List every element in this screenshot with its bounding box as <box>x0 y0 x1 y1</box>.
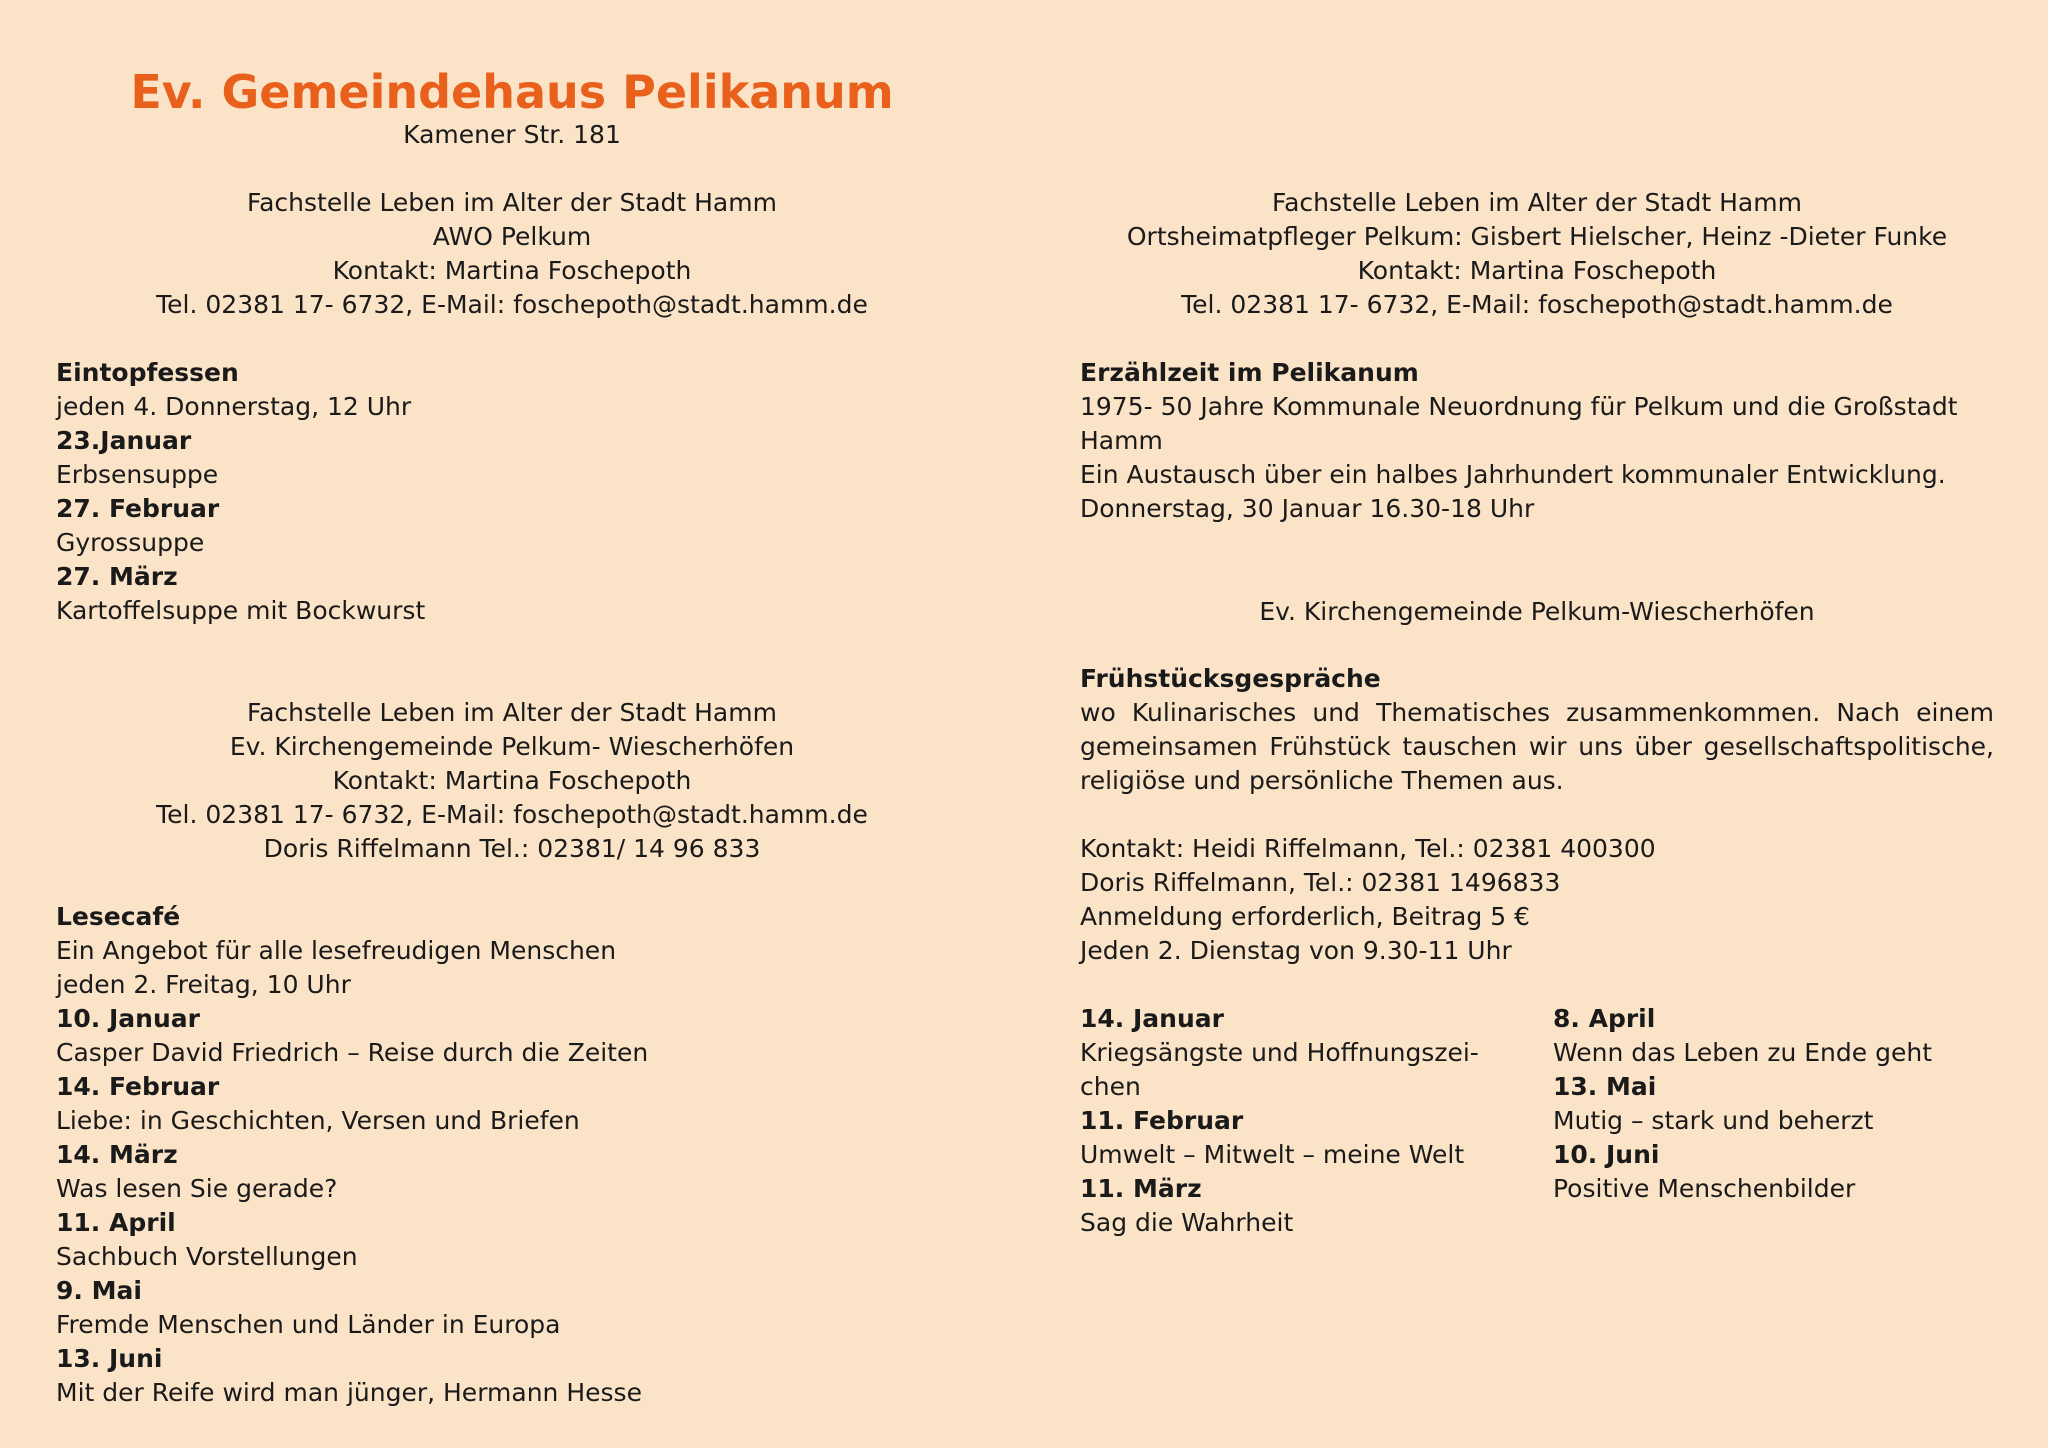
contact-line: Ortsheimatpfleger Pelkum: Gisbert Hielscher, Heinz -Dieter Funke <box>1126 222 1948 251</box>
schedule-column-a <box>1080 1002 1520 1240</box>
section-heading: Eintopfessen <box>56 358 239 387</box>
fruehstueck-section <box>1080 662 1994 968</box>
event-date: 11. April <box>56 1208 176 1237</box>
section-heading: Frühstücksgespräche <box>1080 664 1381 693</box>
event-text: Umwelt – Mitwelt – meine Welt <box>1080 1140 1465 1169</box>
contact-line: AWO Pelkum <box>432 222 592 251</box>
event-date: 11. März <box>1080 1174 1202 1203</box>
event-date: 27. März <box>56 562 178 591</box>
section-line: Donnerstag, 30 Januar 16.30-18 Uhr <box>1080 494 1535 523</box>
section-subtitle: jeden 4. Donnerstag, 12 Uhr <box>56 392 412 421</box>
event-date: 27. Februar <box>56 494 220 523</box>
contact-line: Doris Riffelmann Tel.: 02381/ 14 96 833 <box>263 834 761 863</box>
event-text: Kartoffelsuppe mit Bockwurst <box>56 596 426 625</box>
event-date: 14. März <box>56 1140 178 1169</box>
contact-line: Doris Riffelmann, Tel.: 02381 1496833 <box>1080 868 1561 897</box>
section-line: gemeinsamen Frühstück tauschen wir uns über gesellschaftspolitische, <box>1080 732 1994 761</box>
event-text: Erbsensuppe <box>56 460 219 489</box>
event-text: Sag die Wahrheit <box>1080 1208 1294 1237</box>
contact-line: Jeden 2. Dienstag von 9.30-11 Uhr <box>1080 936 1512 965</box>
contact-line: Kontakt: Heidi Riffelmann, Tel.: 02381 400300 <box>1080 834 1656 863</box>
event-text: Was lesen Sie gerade? <box>56 1174 338 1203</box>
section-line: Hamm <box>1080 426 1163 455</box>
contact-line: Anmeldung erforderlich, Beitrag 5 € <box>1080 902 1530 931</box>
contact-line: Tel. 02381 17- 6732, E-Mail: foschepoth@stadt.hamm.de <box>156 290 868 319</box>
schedule-column-b <box>1553 1002 1993 1206</box>
page-title: Ev. Gemeindehaus Pelikanum <box>130 65 894 119</box>
contact-line: Kontakt: Martina Foschepoth <box>1357 256 1717 285</box>
contact-line: Kontakt: Martina Foschepoth <box>332 766 692 795</box>
kirchengemeinde-label: Ev. Kirchengemeinde Pelkum-Wiescherhöfen <box>1259 597 1815 626</box>
contact-line: Ev. Kirchengemeinde Pelkum- Wiescherhöfen <box>229 732 795 761</box>
section-line: religiöse und persönliche Themen aus. <box>1080 766 1564 795</box>
section-line: jeden 2. Freitag, 10 Uhr <box>56 970 351 999</box>
event-text: Fremde Menschen und Länder in Europa <box>56 1310 561 1339</box>
event-text: Kriegsängste und Hoffnungszei- <box>1080 1038 1479 1067</box>
event-date: 14. Januar <box>1080 1004 1224 1033</box>
event-date: 14. Februar <box>56 1072 220 1101</box>
section-line: Ein Austausch über ein halbes Jahrhundert kommunaler Entwicklung. <box>1080 460 1946 489</box>
event-text: Gyrossuppe <box>56 528 205 557</box>
eintopf-section <box>56 356 864 628</box>
contact-line: Fachstelle Leben im Alter der Stadt Hamm <box>247 698 777 727</box>
event-date: 10. Juni <box>1553 1140 1660 1169</box>
section-heading: Lesecafé <box>56 902 181 931</box>
event-date: 13. Juni <box>56 1344 163 1373</box>
event-text: Positive Menschenbilder <box>1553 1174 1856 1203</box>
contact-line: Fachstelle Leben im Alter der Stadt Hamm <box>247 188 777 217</box>
event-text: Mutig – stark und beherzt <box>1553 1106 1874 1135</box>
event-date: 9. Mai <box>56 1276 142 1305</box>
event-text: Wenn das Leben zu Ende geht <box>1553 1038 1932 1067</box>
contact-block-heimatpflege <box>1080 186 1994 322</box>
section-heading: Erzählzeit im Pelikanum <box>1080 358 1419 387</box>
lesecafe-section <box>56 900 864 1410</box>
contact-line: Kontakt: Martina Foschepoth <box>332 256 692 285</box>
event-text: Sachbuch Vorstellungen <box>56 1242 358 1271</box>
contact-line: Fachstelle Leben im Alter der Stadt Hamm <box>1272 188 1802 217</box>
event-text: chen <box>1080 1072 1141 1101</box>
contact-line: Tel. 02381 17- 6732, E-Mail: foschepoth@stadt.hamm.de <box>156 800 868 829</box>
section-line: Ein Angebot für alle lesefreudigen Menschen <box>56 936 617 965</box>
event-text: Liebe: in Geschichten, Versen und Briefen <box>56 1106 580 1135</box>
address: Kamener Str. 181 <box>403 120 621 149</box>
event-text: Casper David Friedrich – Reise durch die Zeiten <box>56 1038 649 1067</box>
event-text: Mit der Reife wird man jünger, Hermann Hesse <box>56 1378 642 1407</box>
event-date: 10. Januar <box>56 1004 200 1033</box>
event-date: 13. Mai <box>1553 1072 1657 1101</box>
event-date: 23.Januar <box>56 426 192 455</box>
section-line: 1975- 50 Jahre Kommunale Neuordnung für Pelkum und die Großstadt <box>1080 392 1958 421</box>
contact-block-awo <box>56 186 968 322</box>
contact-line: Tel. 02381 17- 6732, E-Mail: foschepoth@stadt.hamm.de <box>1181 290 1893 319</box>
contact-block-kirchengemeinde <box>56 696 968 866</box>
event-date: 8. April <box>1553 1004 1656 1033</box>
event-date: 11. Februar <box>1080 1106 1244 1135</box>
section-line: wo Kulinarisches und Thematisches zusammenkommen. Nach einem <box>1080 698 1994 727</box>
erzaehlzeit-section <box>1080 356 1994 526</box>
